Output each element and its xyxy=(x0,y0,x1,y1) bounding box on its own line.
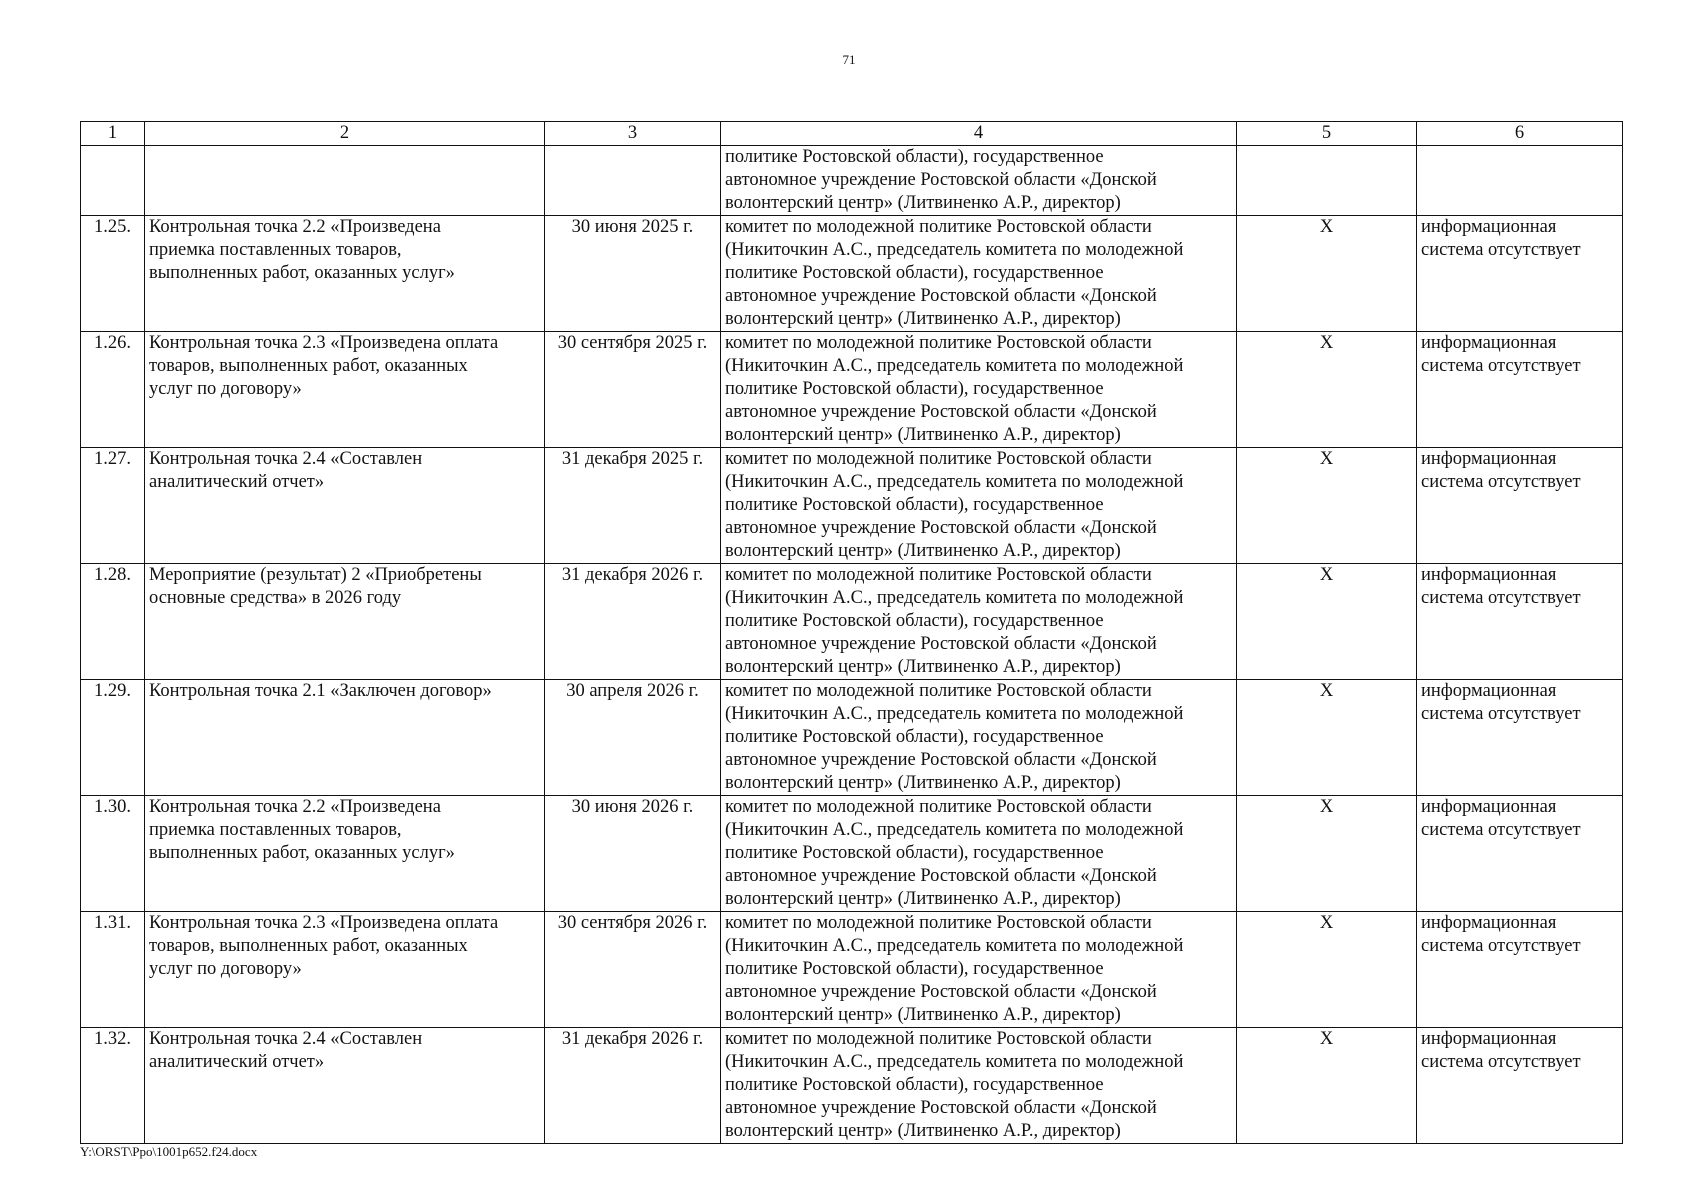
text-line: автономное учреждение Ростовской области «Донской xyxy=(725,634,1157,654)
event-name-cell xyxy=(145,796,545,912)
table-body xyxy=(81,122,1623,1144)
row-number: 1.29. xyxy=(81,680,145,796)
text-line: волонтерский центр» (Литвиненко А.Р., директор) xyxy=(725,425,1121,445)
responsible-cell xyxy=(721,332,1237,448)
text-line: товаров, выполненных работ, оказанных xyxy=(149,936,468,956)
text-line: политике Ростовской области), государственное xyxy=(725,147,1104,167)
text-line: Контрольная точка 2.4 «Составлен xyxy=(149,1029,423,1049)
event-name-cell xyxy=(145,448,545,564)
text-line: политике Ростовской области), государственное xyxy=(725,495,1104,515)
text-line: система отсутствует xyxy=(1421,240,1581,260)
mark-cell: X xyxy=(1237,912,1417,1028)
text-line: политике Ростовской области), государственное xyxy=(725,959,1104,979)
mark-cell: X xyxy=(1237,796,1417,912)
row-number: 1.30. xyxy=(81,796,145,912)
text-line: комитет по молодежной политике Ростовской области xyxy=(725,449,1152,469)
text-line: система отсутствует xyxy=(1421,588,1581,608)
text-line: выполненных работ, оказанных услуг» xyxy=(149,843,455,863)
text-line: основные средства» в 2026 году xyxy=(149,588,402,608)
text-line: комитет по молодежной политике Ростовской области xyxy=(725,217,1152,237)
header-cell: 6 xyxy=(1417,122,1623,146)
text-line: система отсутствует xyxy=(1421,936,1581,956)
info-system-cell xyxy=(1417,796,1623,912)
event-name-cell xyxy=(145,564,545,680)
text-line: система отсутствует xyxy=(1421,820,1581,840)
text-line: комитет по молодежной политике Ростовской области xyxy=(725,333,1152,353)
text-line: политике Ростовской области), государственное xyxy=(725,611,1104,631)
text-line: информационная xyxy=(1421,681,1557,701)
text-line: комитет по молодежной политике Ростовской области xyxy=(725,913,1152,933)
deadline-date: 31 декабря 2025 г. xyxy=(545,448,721,564)
text-line: волонтерский центр» (Литвиненко А.Р., директор) xyxy=(725,309,1121,329)
table-row xyxy=(81,796,1623,912)
text-line: услуг по договору» xyxy=(149,379,302,399)
mark-cell: X xyxy=(1237,448,1417,564)
text-line: Контрольная точка 2.1 «Заключен договор» xyxy=(149,681,492,701)
text-line: Контрольная точка 2.2 «Произведена xyxy=(149,797,441,817)
text-line: аналитический отчет» xyxy=(149,472,325,492)
date-cell xyxy=(545,146,721,216)
text-line: система отсутствует xyxy=(1421,472,1581,492)
text-line: автономное учреждение Ростовской области «Донской xyxy=(725,170,1157,190)
mark-cell: X xyxy=(1237,332,1417,448)
header-cell: 4 xyxy=(721,122,1237,146)
text-line: (Никиточкин А.С., председатель комитета по молодежной xyxy=(725,936,1184,956)
text-line: информационная xyxy=(1421,797,1557,817)
text-line: комитет по молодежной политике Ростовской области xyxy=(725,681,1152,701)
info-system-cell xyxy=(1417,564,1623,680)
text-line: система отсутствует xyxy=(1421,1052,1581,1072)
text-line: волонтерский центр» (Литвиненко А.Р., директор) xyxy=(725,1121,1121,1141)
text-line: автономное учреждение Ростовской области «Донской xyxy=(725,402,1157,422)
row-number: 1.26. xyxy=(81,332,145,448)
info-system-cell xyxy=(1417,332,1623,448)
text-line: волонтерский центр» (Литвиненко А.Р., директор) xyxy=(725,657,1121,677)
table-row xyxy=(81,448,1623,564)
event-name-cell xyxy=(145,680,545,796)
event-name-cell xyxy=(145,216,545,332)
text-line: политике Ростовской области), государственное xyxy=(725,843,1104,863)
responsible-cell xyxy=(721,680,1237,796)
text-line: информационная xyxy=(1421,449,1557,469)
text-line: политике Ростовской области), государственное xyxy=(725,1075,1104,1095)
header-cell: 5 xyxy=(1237,122,1417,146)
responsible-cell xyxy=(721,1028,1237,1144)
file-path: Y:\ORST\Ppo\1001p652.f24.docx xyxy=(80,1144,258,1159)
responsible-cell xyxy=(721,448,1237,564)
text-line: волонтерский центр» (Литвиненко А.Р., директор) xyxy=(725,1005,1121,1025)
text-line: политике Ростовской области), государственное xyxy=(725,263,1104,283)
text-line: приемка поставленных товаров, xyxy=(149,240,402,260)
deadline-date: 30 июня 2025 г. xyxy=(545,216,721,332)
deadline-date: 31 декабря 2026 г. xyxy=(545,564,721,680)
responsible-cell xyxy=(721,216,1237,332)
text-line: (Никиточкин А.С., председатель комитета по молодежной xyxy=(725,472,1184,492)
text-line: информационная xyxy=(1421,565,1557,585)
text-line: Контрольная точка 2.3 «Произведена оплата xyxy=(149,913,499,933)
text-line: автономное учреждение Ростовской области «Донской xyxy=(725,866,1157,886)
mark-cell: X xyxy=(1237,216,1417,332)
table-row xyxy=(81,564,1623,680)
text-line: политике Ростовской области), государственное xyxy=(725,379,1104,399)
row-number: 1.32. xyxy=(81,1028,145,1144)
text-line: товаров, выполненных работ, оказанных xyxy=(149,356,468,376)
mark-cell: X xyxy=(1237,680,1417,796)
header-cell: 2 xyxy=(145,122,545,146)
header-row xyxy=(81,122,1623,146)
text-line: автономное учреждение Ростовской области «Донской xyxy=(725,286,1157,306)
text-line: автономное учреждение Ростовской области «Донской xyxy=(725,1098,1157,1118)
deadline-date: 30 сентября 2025 г. xyxy=(545,332,721,448)
schedule-table xyxy=(80,121,1623,1144)
responsible-cell xyxy=(721,146,1237,216)
text-line: информационная xyxy=(1421,333,1557,353)
text-line: волонтерский центр» (Литвиненко А.Р., директор) xyxy=(725,541,1121,561)
header-cell: 1 xyxy=(81,122,145,146)
info-system-cell xyxy=(1417,680,1623,796)
row-number: 1.28. xyxy=(81,564,145,680)
text-line: волонтерский центр» (Литвиненко А.Р., директор) xyxy=(725,193,1121,213)
name-cell xyxy=(145,146,545,216)
mark-cell xyxy=(1237,146,1417,216)
table-row xyxy=(81,680,1623,796)
info-system-cell xyxy=(1417,216,1623,332)
num-cell xyxy=(81,146,145,216)
text-line: комитет по молодежной политике Ростовской области xyxy=(725,565,1152,585)
table-row xyxy=(81,1028,1623,1144)
row-number: 1.25. xyxy=(81,216,145,332)
text-line: Мероприятие (результат) 2 «Приобретены xyxy=(149,565,482,585)
text-line: Контрольная точка 2.3 «Произведена оплата xyxy=(149,333,499,353)
text-line: система отсутствует xyxy=(1421,356,1581,376)
text-line: система отсутствует xyxy=(1421,704,1581,724)
table-row xyxy=(81,912,1623,1028)
responsible-cell xyxy=(721,912,1237,1028)
info-cell xyxy=(1417,146,1623,216)
continuation-row xyxy=(81,146,1623,216)
info-system-cell xyxy=(1417,448,1623,564)
text-line: автономное учреждение Ростовской области «Донской xyxy=(725,518,1157,538)
text-line: комитет по молодежной политике Ростовской области xyxy=(725,797,1152,817)
deadline-date: 30 июня 2026 г. xyxy=(545,796,721,912)
table-row xyxy=(81,332,1623,448)
deadline-date: 31 декабря 2026 г. xyxy=(545,1028,721,1144)
text-line: информационная xyxy=(1421,1029,1557,1049)
event-name-cell xyxy=(145,1028,545,1144)
text-line: аналитический отчет» xyxy=(149,1052,325,1072)
text-line: волонтерский центр» (Литвиненко А.Р., директор) xyxy=(725,889,1121,909)
text-line: Контрольная точка 2.4 «Составлен xyxy=(149,449,423,469)
table-row xyxy=(81,216,1623,332)
row-number: 1.31. xyxy=(81,912,145,1028)
mark-cell: X xyxy=(1237,564,1417,680)
text-line: автономное учреждение Ростовской области «Донской xyxy=(725,982,1157,1002)
header-cell: 3 xyxy=(545,122,721,146)
event-name-cell xyxy=(145,912,545,1028)
text-line: (Никиточкин А.С., председатель комитета по молодежной xyxy=(725,356,1184,376)
event-name-cell xyxy=(145,332,545,448)
mark-cell: X xyxy=(1237,1028,1417,1144)
text-line: Контрольная точка 2.2 «Произведена xyxy=(149,217,441,237)
row-number: 1.27. xyxy=(81,448,145,564)
page-number: 71 xyxy=(842,52,856,67)
text-line: приемка поставленных товаров, xyxy=(149,820,402,840)
text-line: волонтерский центр» (Литвиненко А.Р., директор) xyxy=(725,773,1121,793)
text-line: (Никиточкин А.С., председатель комитета по молодежной xyxy=(725,240,1184,260)
info-system-cell xyxy=(1417,912,1623,1028)
deadline-date: 30 сентября 2026 г. xyxy=(545,912,721,1028)
text-line: (Никиточкин А.С., председатель комитета по молодежной xyxy=(725,704,1184,724)
responsible-cell xyxy=(721,796,1237,912)
info-system-cell xyxy=(1417,1028,1623,1144)
text-line: информационная xyxy=(1421,217,1557,237)
text-line: (Никиточкин А.С., председатель комитета по молодежной xyxy=(725,820,1184,840)
responsible-cell xyxy=(721,564,1237,680)
text-line: услуг по договору» xyxy=(149,959,302,979)
text-line: автономное учреждение Ростовской области «Донской xyxy=(725,750,1157,770)
deadline-date: 30 апреля 2026 г. xyxy=(545,680,721,796)
text-line: выполненных работ, оказанных услуг» xyxy=(149,263,455,283)
text-line: (Никиточкин А.С., председатель комитета по молодежной xyxy=(725,588,1184,608)
text-line: (Никиточкин А.С., председатель комитета по молодежной xyxy=(725,1052,1184,1072)
text-line: информационная xyxy=(1421,913,1557,933)
text-line: комитет по молодежной политике Ростовской области xyxy=(725,1029,1152,1049)
text-line: политике Ростовской области), государственное xyxy=(725,727,1104,747)
